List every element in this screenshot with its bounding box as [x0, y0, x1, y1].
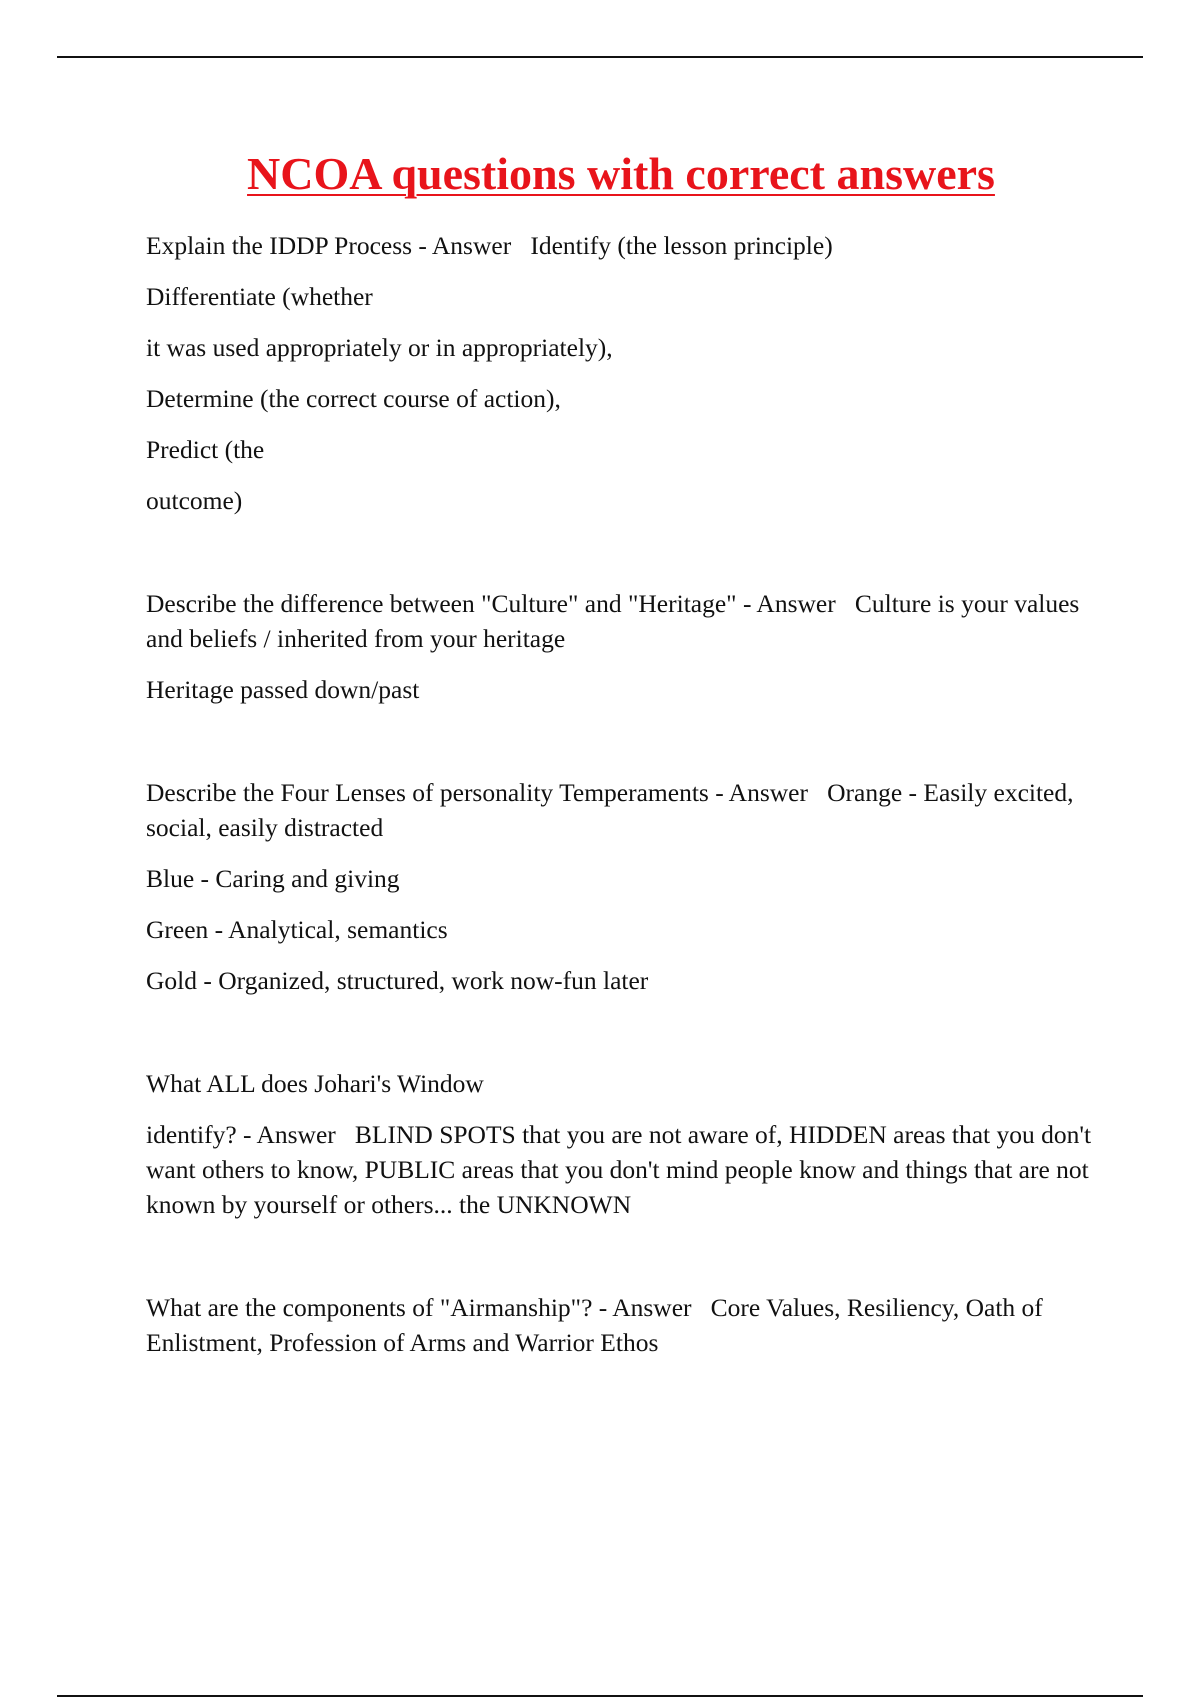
question-paragraph: Explain the IDDP Process - Answer Identify (the lesson principle) — [146, 231, 833, 260]
answer-paragraph: identify? - Answer BLIND SPOTS that you are not aware of, HIDDEN areas that you don't want others to know, PUBLIC areas that you don't mind people know and things that are not known by yourself or others... the UNKNOWN — [146, 1120, 1098, 1219]
document-page — [146, 140, 1096, 1376]
answer-paragraph: Heritage passed down/past — [146, 675, 420, 704]
answer-paragraph: Green - Analytical, semantics — [146, 915, 448, 944]
answer-paragraph: Blue - Caring and giving — [146, 864, 400, 893]
answer-paragraph: it was used appropriately or in appropriately), — [146, 333, 613, 362]
question-paragraph: Describe the Four Lenses of personality Temperaments - Answer Orange - Easily excited, social, easily distracted — [146, 778, 1080, 842]
answer-paragraph: Differentiate (whether — [146, 282, 373, 311]
document-title: NCOA questions with correct answers — [247, 148, 995, 199]
question-paragraph: Describe the difference between "Culture" and "Heritage" - Answer Culture is your values and beliefs / inherited from your heritage — [146, 589, 1086, 653]
qa-section-airmanship — [146, 1290, 1096, 1360]
answer-paragraph: Predict (the — [146, 435, 265, 464]
qa-section-four-lenses — [146, 775, 1096, 998]
section-gap — [146, 1014, 1096, 1066]
qa-section-culture-heritage — [146, 586, 1096, 707]
bottom-rule — [57, 1695, 1143, 1697]
answer-paragraph: Determine (the correct course of action), — [146, 384, 561, 413]
answer-paragraph: Gold - Organized, structured, work now-fun later — [146, 966, 649, 995]
section-gap — [146, 1238, 1096, 1290]
qa-section-iddp — [146, 228, 1096, 518]
section-gap — [146, 723, 1096, 775]
question-paragraph: What ALL does Johari's Window — [146, 1069, 484, 1098]
answer-paragraph: outcome) — [146, 486, 243, 515]
section-gap — [146, 534, 1096, 586]
qa-section-johari-window — [146, 1066, 1096, 1222]
question-paragraph: What are the components of "Airmanship"? - Answer Core Values, Resiliency, Oath of Enlistment, Profession of Arms and Warrior Ethos — [146, 1293, 1050, 1357]
top-rule — [57, 56, 1143, 58]
